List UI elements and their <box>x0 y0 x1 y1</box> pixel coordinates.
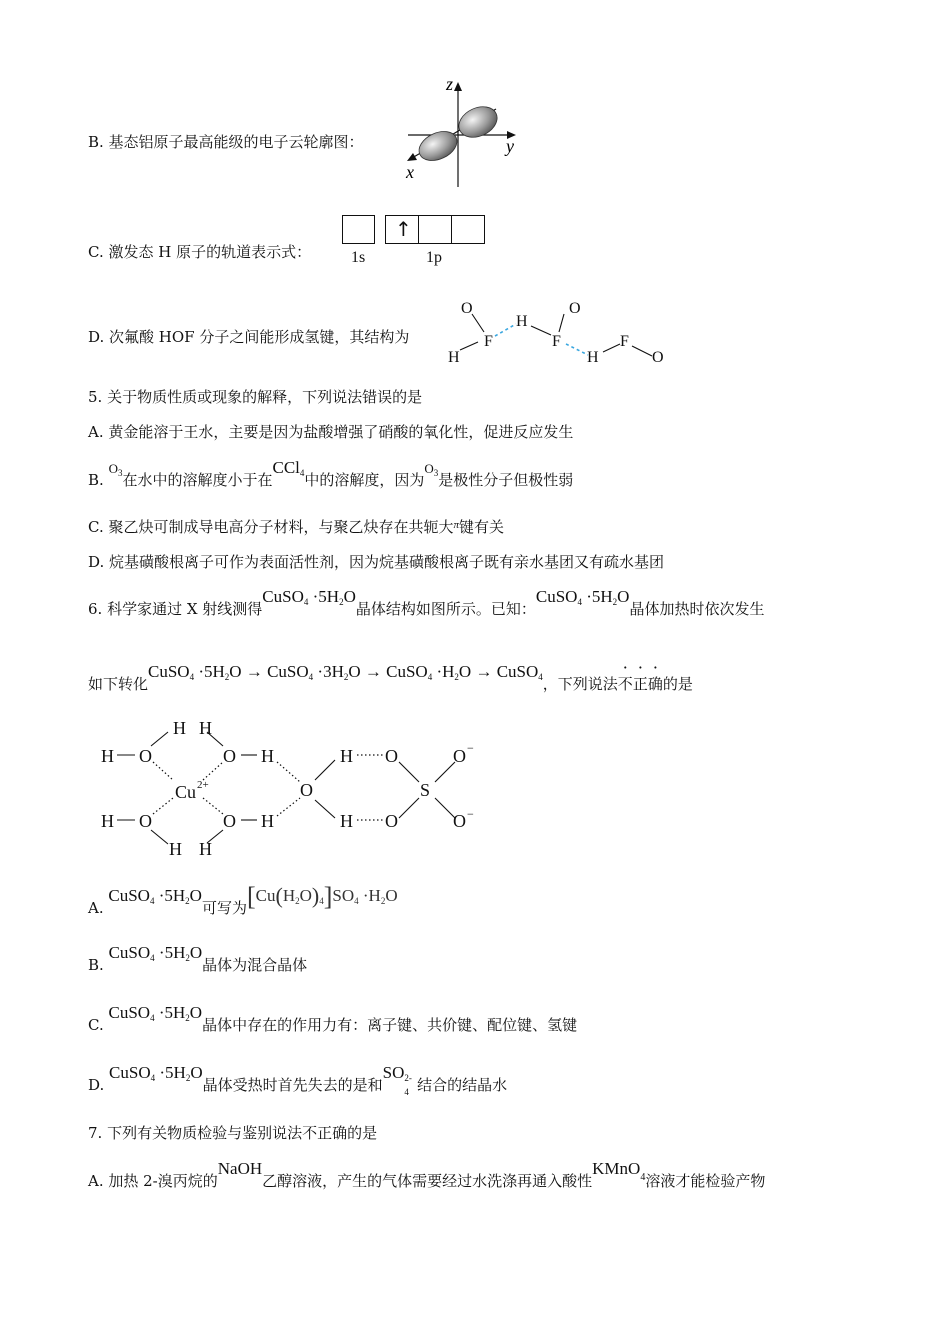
struct-h-9: H <box>169 839 182 859</box>
p-orbital-figure <box>398 72 528 192</box>
struct-charge-2: − <box>467 807 474 821</box>
axis-z-label: z <box>446 74 454 94</box>
q6-option-d: D. CuSO$_4$ $\cdot 5H_2O$晶体受热时首先失去的是和SO 2- 4 结合的结晶水 <box>88 1063 508 1097</box>
q5-option-b: B. $O_3$在水中的溶解度小于在CCl$_4$中的溶解度，因为$O_3$是极性分子但极性弱 <box>88 458 574 489</box>
struct-o-8: O <box>453 746 466 766</box>
atom-h-3: H <box>587 349 599 366</box>
q6-option-c: C. CuSO$_4$ $\cdot 5H_2O$晶体中存在的作用力有：离子键、共价键、配位键、氢键 <box>88 1003 578 1034</box>
orbital-1p-label: 1p <box>426 249 442 266</box>
orbital-1s-box <box>342 215 375 244</box>
struct-h-6: H <box>261 811 274 831</box>
q6-option-a: A. CuSO$_4$ $\cdot 5H_2O$可写为$[Cu(H_2O)_4]SO_4 \cdot H_2O$ <box>88 882 398 917</box>
q6-stem-line2: 如下转化CuSO$_4$ $\cdot 5H_2O$ → CuSO$_4$ $\cdot 3H_2O$ → CuSO$_4$ $\cdot H_2O$ → CuSO$_4$，下列说法不正确的是 <box>88 662 693 693</box>
atom-o-2: O <box>569 300 581 317</box>
struct-charge-1: − <box>467 741 474 755</box>
q6-option-b: B. CuSO$_4$ $\cdot 5H_2O$晶体为混合晶体 <box>88 943 308 974</box>
struct-h-5: H <box>101 811 114 831</box>
struct-o-6: O <box>385 746 398 766</box>
option-b-text: B. 基态铝原子最高能级的电子云轮廓图： <box>88 133 364 151</box>
struct-h-2: H <box>199 718 212 738</box>
hof-hydrogen-bond-figure <box>440 292 680 372</box>
struct-h-1: H <box>173 718 186 738</box>
struct-cu: Cu <box>175 782 197 802</box>
option-d-text: D. 次氟酸 HOF 分子之间能形成氢键，其结构为 <box>88 328 410 346</box>
axis-x-label: x <box>406 162 414 182</box>
cuso4-structure-figure <box>95 712 495 862</box>
atom-f-1: F <box>484 333 493 350</box>
atom-h-1: H <box>448 349 460 366</box>
q6-stem-line1: 6. 科学家通过 X 射线测得CuSO$_4$ $\cdot 5H_2O$晶体结构如图所示。已知：CuSO$_4$ $\cdot 5H_2O$晶体加热时依次发生 <box>88 587 765 618</box>
atom-f-2: F <box>552 333 561 350</box>
struct-h-3: H <box>101 746 114 766</box>
q7-stem: 7. 下列有关物质检验与鉴别说法不正确的是 <box>88 1124 378 1142</box>
struct-o-5: O <box>300 780 313 800</box>
axis-y-label: y <box>506 136 514 156</box>
struct-s: S <box>420 780 431 800</box>
q5-option-c: C. 聚乙炔可制成导电高分子材料，与聚乙炔存在共轭大$^\pi$键有关 <box>88 518 505 536</box>
q5-option-d: D. 烷基磺酸根离子可作为表面活性剂，因为烷基磺酸根离子既有亲水基团又有疏水基团 <box>88 553 665 571</box>
struct-h-4: H <box>261 746 274 766</box>
struct-o-9: O <box>453 811 466 831</box>
orbital-1s-label: 1s <box>351 249 366 266</box>
struct-o-1: O <box>139 746 152 766</box>
atom-f-3: F <box>620 333 629 350</box>
struct-o-7: O <box>385 811 398 831</box>
struct-h-8: H <box>340 811 353 831</box>
struct-o-4: O <box>223 811 236 831</box>
option-c-text: C. 激发态 H 原子的轨道表示式： <box>88 243 312 261</box>
orbital-1p-group <box>385 215 485 244</box>
atom-o-3: O <box>652 349 664 366</box>
atom-o-1: O <box>461 300 473 317</box>
q5-stem: 5. 关于物质性质或现象的解释，下列说法错误的是 <box>88 388 423 406</box>
conversion-equation: CuSO$_4$ $\cdot 5H_2O$ → CuSO$_4$ $\cdot 3H_2O$ → CuSO$_4$ $\cdot H_2O$ → CuSO$_4$ <box>148 662 543 682</box>
struct-cu-charge: 2+ <box>197 779 209 791</box>
q7-option-a: A. 加热 2-溴丙烷的NaOH乙醇溶液，产生的气体需要经过水洗涤再通入酸性KMnO$^4$溶液才能检验产物 <box>88 1159 766 1190</box>
electron-up-arrow: ↑ <box>395 217 412 241</box>
struct-o-3: O <box>139 811 152 831</box>
svg-text:H: H <box>199 839 212 859</box>
atom-h-2: H <box>516 313 528 330</box>
q5-option-a: A. 黄金能溶于王水，主要是因为盐酸增强了硝酸的氧化性，促进反应发生 <box>88 423 574 441</box>
struct-o-2: O <box>223 746 236 766</box>
struct-h-7: H <box>340 746 353 766</box>
